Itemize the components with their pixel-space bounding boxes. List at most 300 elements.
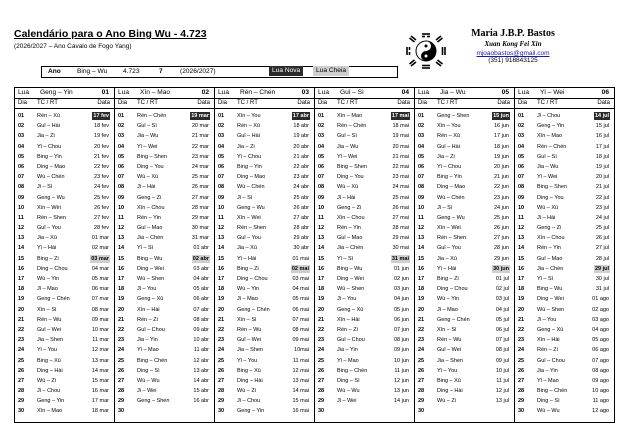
gregorian-date: 23 jul: [595, 204, 609, 211]
table-row: [315, 131, 414, 141]
day-number: 04: [318, 143, 325, 150]
column-header-data: Data: [597, 100, 610, 106]
gregorian-date: 05 jul: [495, 316, 509, 323]
day-number: 18: [218, 286, 225, 293]
stem-branch: Bing – Yin: [237, 163, 262, 170]
gregorian-date: 09 abr: [193, 326, 209, 333]
day-number: 24: [18, 347, 25, 354]
stem-branch: Yǐ – Chou: [237, 153, 262, 160]
day-number: 20: [318, 306, 325, 313]
table-row: [15, 335, 114, 345]
day-number: 22: [18, 326, 25, 333]
gregorian-date: 22 jul: [595, 194, 609, 201]
day-number: 11: [518, 214, 524, 221]
day-number: 08: [218, 184, 225, 191]
stem-branch: Jǐ – Chou: [237, 398, 261, 405]
stem-branch: Bing – Shen: [537, 184, 567, 191]
table-row: [115, 193, 214, 203]
stem-branch: Wù – Shen: [537, 306, 565, 313]
stem-branch: Rén – Zi: [537, 347, 558, 354]
stem-branch: Ding – You: [337, 174, 364, 181]
gregorian-date: 02 jul: [495, 286, 509, 293]
stem-branch: Yǐ – Wei: [337, 153, 358, 160]
gregorian-date: 09 mai: [292, 337, 309, 344]
table-row: [15, 264, 114, 274]
stem-branch: Xīn – Hài: [137, 306, 160, 313]
day-number: 18: [518, 286, 525, 293]
day-number: 24: [118, 347, 125, 354]
table-row: [315, 386, 414, 396]
gregorian-date: 29 mai: [392, 235, 409, 242]
month-column: [515, 88, 614, 422]
day-number: 11: [118, 214, 124, 221]
stem-branch: Guǐ – Sì: [137, 123, 157, 130]
table-row: [415, 396, 514, 406]
day-number: 23: [318, 337, 325, 344]
day-number: 21: [118, 316, 125, 323]
table-row: [215, 233, 314, 243]
day-number: 30: [18, 408, 25, 415]
table-row: [315, 294, 414, 304]
gregorian-date: 28 mar: [191, 204, 209, 211]
day-number: 13: [418, 235, 425, 242]
day-number: 21: [518, 316, 525, 323]
stem-branch: Rén – Shen: [237, 225, 267, 232]
table-row: [315, 193, 414, 203]
table-row: [215, 264, 314, 274]
day-number: 06: [318, 163, 325, 170]
stem-branch: Jia – Zi: [437, 153, 455, 160]
stem-branch: Wù – Chén: [37, 174, 65, 181]
day-number: 10: [418, 204, 425, 211]
table-row: [215, 131, 314, 141]
table-row: [415, 182, 514, 192]
stem-branch: Bing – Shen: [337, 163, 367, 170]
day-number: 28: [418, 388, 425, 395]
day-number: 11: [218, 214, 224, 221]
column-header-dia: Dia: [418, 100, 428, 106]
gregorian-date: 13 jun: [394, 388, 409, 395]
month-lua-label: Lua: [118, 89, 130, 96]
stem-branch: Yǐ – Hài: [437, 265, 457, 272]
day-number: 26: [318, 367, 325, 374]
stem-branch: Geng – Yin: [37, 398, 65, 405]
column-header-tc: TC / RT: [537, 100, 558, 106]
gregorian-date: 06 ago: [592, 347, 609, 354]
table-row: [115, 254, 214, 264]
column-headers: [515, 99, 614, 109]
day-number: 17: [418, 276, 425, 282]
day-number: 26: [518, 367, 525, 374]
day-number: 25: [18, 357, 25, 364]
gregorian-date: 18 abr: [293, 123, 309, 130]
stem-branch: Guǐ – Mao: [537, 255, 563, 262]
gregorian-date: 07 mar: [91, 296, 109, 303]
stem-branch: Geng – Chén: [37, 296, 70, 303]
month-number: 01: [101, 89, 109, 96]
month-name: Guǐ – Sì: [340, 89, 364, 96]
month-column: [15, 88, 115, 422]
day-number: 10: [18, 204, 25, 211]
gregorian-date: 27 fev: [94, 214, 109, 221]
stem-branch: Yǐ – Hài: [37, 245, 57, 252]
table-row: [115, 111, 214, 121]
day-number: 24: [418, 347, 425, 354]
day-number: 27: [518, 377, 525, 384]
gregorian-date: 12 abr: [193, 357, 209, 364]
month-header: [315, 88, 414, 99]
gregorian-date: 27 mar: [191, 194, 209, 201]
table-row: [215, 223, 314, 233]
gregorian-date: 19 fev: [94, 133, 109, 140]
stem-branch: Rén – Shen: [437, 235, 467, 242]
day-number: 14: [418, 245, 425, 252]
table-row: [315, 243, 414, 253]
table-row: [15, 376, 114, 386]
month-number: 05: [501, 89, 509, 96]
table-row: [415, 356, 514, 366]
day-number: 19: [218, 296, 225, 303]
table-row: [515, 335, 614, 345]
gregorian-date: 01 abr: [193, 245, 209, 252]
gregorian-date: 22 mai: [392, 163, 409, 170]
day-number: 23: [418, 337, 425, 344]
gregorian-date: 07 jul: [495, 337, 509, 344]
gregorian-date: 03 abr: [193, 265, 209, 272]
table-row: [315, 406, 414, 416]
stem-branch: Ding – Chou: [237, 276, 268, 282]
stem-branch: Yǐ – Wei: [137, 143, 158, 150]
table-row: [515, 203, 614, 213]
author-email-link[interactable]: mjoaobastos@gmail.com: [476, 50, 550, 57]
stem-branch: Ding – Sì: [337, 377, 360, 384]
table-row: [515, 233, 614, 243]
stem-branch: Guǐ – Wei: [37, 326, 62, 333]
day-number: 25: [318, 357, 325, 364]
gregorian-date: 06 mar: [91, 286, 109, 293]
day-number: 18: [318, 286, 325, 293]
day-number: 07: [118, 174, 125, 181]
table-row: [215, 335, 314, 345]
table-row: [515, 121, 614, 131]
table-row: [215, 172, 314, 182]
day-number: 18: [418, 286, 425, 293]
stem-branch: Geng – Shen: [137, 398, 170, 405]
gregorian-date: 06 mai: [292, 306, 309, 313]
column-header-dia: Dia: [118, 100, 128, 106]
month-number: 02: [201, 89, 209, 96]
day-number: 05: [318, 153, 325, 160]
day-number: 18: [18, 286, 25, 293]
day-number: 14: [118, 245, 125, 252]
stem-branch: Jǐ – You: [537, 316, 557, 323]
month-header: [15, 88, 114, 99]
stem-branch: Rén – Yin: [137, 214, 161, 221]
day-number: 01: [318, 113, 325, 119]
legend-new-moon: Lua Nova: [269, 66, 303, 76]
table-row: [315, 264, 414, 274]
gregorian-date: 17 jul: [595, 143, 609, 150]
table-row: [15, 152, 114, 162]
stem-branch: Geng – Chén: [237, 306, 270, 313]
day-number: 01: [218, 113, 225, 119]
day-number: 25: [418, 357, 425, 364]
table-row: [215, 121, 314, 131]
table-row: [115, 243, 214, 253]
stem-branch: Jia – Chén: [137, 235, 164, 242]
day-number: 27: [18, 377, 25, 384]
gregorian-date: 10 abr: [193, 337, 209, 344]
gregorian-date: 09 ago: [592, 377, 609, 384]
day-number: 11: [418, 214, 424, 221]
day-number: 10: [518, 204, 525, 211]
stem-branch: Yǐ – You: [237, 357, 258, 364]
day-number: 20: [118, 306, 125, 313]
table-row: [15, 111, 114, 121]
gregorian-date: 13 mai: [292, 377, 309, 384]
gregorian-date: 05 ago: [592, 337, 609, 344]
table-row: [115, 315, 214, 325]
stem-branch: Jia – Shen: [237, 347, 263, 354]
stem-branch: Jia – Shen: [437, 357, 463, 364]
table-row: [415, 366, 514, 376]
gregorian-date: 16 mar: [91, 388, 109, 395]
day-number: 03: [18, 133, 25, 140]
day-number: 03: [118, 133, 125, 140]
table-row: [515, 406, 614, 416]
gregorian-date: 04 jul: [495, 306, 509, 313]
stem-branch: Ding – Wei: [537, 296, 564, 303]
day-number: 21: [318, 316, 325, 323]
day-number: 10: [218, 204, 225, 211]
table-row: [15, 131, 114, 141]
stem-branch: Ding – You: [537, 194, 564, 201]
stem-branch: Jǐ – Wei: [137, 388, 157, 395]
stem-branch: Guǐ – Sì: [537, 153, 557, 160]
stem-branch: Bing – Yin: [37, 153, 62, 160]
day-number: 16: [218, 265, 225, 272]
day-number: 17: [18, 276, 25, 282]
table-row: [15, 162, 114, 172]
day-number: 06: [118, 163, 125, 170]
table-row: [115, 345, 214, 355]
table-row: [215, 406, 314, 416]
gregorian-date: 05 mar: [91, 276, 109, 282]
stem-branch: Jia – Xū: [437, 255, 457, 262]
table-row: [415, 335, 514, 345]
page-title: Calendário para o Ano Bing Wu - 4.723: [14, 28, 207, 40]
table-row: [515, 182, 614, 192]
stem-branch: Xīn – You: [437, 123, 461, 130]
month-column: [115, 88, 215, 422]
stem-branch: Bing – Xū: [237, 367, 261, 374]
gregorian-date: 30 mai: [392, 245, 409, 252]
table-row: [15, 315, 114, 325]
stem-branch: Bing – Xū: [37, 357, 61, 364]
day-number: 23: [218, 337, 225, 344]
day-number: 14: [218, 245, 225, 252]
day-number: 08: [118, 184, 125, 191]
gregorian-date: 17 fev: [93, 113, 109, 119]
table-row: [15, 305, 114, 315]
day-number: 22: [418, 326, 425, 333]
gregorian-date: 24 fev: [94, 184, 109, 191]
gregorian-date: 19 mar: [191, 113, 209, 119]
gregorian-date: 05 abr: [193, 286, 209, 293]
day-number: 12: [518, 225, 525, 232]
gregorian-date: 29 mar: [191, 214, 209, 221]
table-row: [115, 172, 214, 182]
gregorian-date: 26 mar: [191, 184, 209, 191]
day-number: 25: [518, 357, 525, 364]
column-header-tc: TC / RT: [437, 100, 458, 106]
day-number: 24: [518, 347, 525, 354]
day-number: 01: [18, 113, 25, 119]
table-row: [415, 315, 514, 325]
table-row: [215, 325, 314, 335]
stem-branch: Geng – Xū: [137, 296, 164, 303]
gregorian-date: 01 ago: [592, 296, 609, 303]
day-number: 22: [218, 326, 225, 333]
table-row: [215, 356, 314, 366]
stem-branch: Jia – Wu: [137, 133, 159, 140]
month-lua-label: Lua: [418, 89, 430, 96]
gregorian-date: 21 abr: [293, 153, 309, 160]
stem-branch: Rén – Shen: [37, 214, 67, 221]
table-row: [315, 213, 414, 223]
year-range: (2026/2027): [180, 68, 216, 75]
table-row: [415, 131, 514, 141]
legend-full-moon: Lua Cheia: [313, 66, 349, 76]
gregorian-date: 06 abr: [193, 296, 209, 303]
table-row: [215, 305, 314, 315]
stem-branch: Ding – Wei: [137, 265, 164, 272]
stem-branch: Rén – Chén: [337, 123, 367, 130]
table-row: [415, 203, 514, 213]
table-row: [15, 254, 114, 264]
stem-branch: Jia – Xū: [37, 235, 57, 242]
day-number: 11: [18, 214, 24, 221]
gregorian-date: 04 mar: [91, 265, 109, 272]
gregorian-date: 18 jul: [595, 153, 609, 160]
day-number: 16: [18, 265, 25, 272]
day-number: 05: [118, 153, 125, 160]
table-row: [15, 325, 114, 335]
column-header-data: Data: [97, 100, 110, 106]
table-row: [415, 121, 514, 131]
gregorian-date: 08 ago: [592, 367, 609, 374]
table-row: [115, 223, 214, 233]
table-row: [15, 284, 114, 294]
table-row: [515, 396, 614, 406]
stem-branch: Bing – Shen: [137, 153, 167, 160]
gregorian-date: 15 jun: [493, 113, 509, 119]
stem-branch: Geng – Yin: [237, 408, 265, 415]
stem-branch: Yǐ – Mao: [537, 377, 559, 384]
day-number: 27: [418, 377, 425, 384]
table-row: [115, 386, 214, 396]
day-number: 08: [418, 184, 425, 191]
stem-branch: Geng – Chén: [437, 316, 470, 323]
table-row: [15, 356, 114, 366]
month-column: [415, 88, 515, 422]
stem-branch: Rén – Xū: [37, 113, 60, 119]
day-number: 27: [218, 377, 225, 384]
day-number: 13: [218, 235, 225, 242]
day-number: 14: [518, 245, 525, 252]
gregorian-date: 26 jul: [595, 235, 609, 242]
column-header-tc: TC / RT: [337, 100, 358, 106]
table-row: [315, 111, 414, 121]
table-row: [315, 325, 414, 335]
stem-branch: Ding – Hài: [237, 377, 263, 384]
table-row: [515, 213, 614, 223]
stem-branch: Rén – Yin: [537, 245, 561, 252]
table-row: [15, 182, 114, 192]
column-header-dia: Dia: [518, 100, 528, 106]
table-row: [415, 233, 514, 243]
day-number: 27: [318, 377, 325, 384]
table-row: [215, 294, 314, 304]
table-row: [215, 152, 314, 162]
day-number: 04: [518, 143, 525, 150]
gregorian-date: 23 abr: [293, 174, 309, 181]
day-number: 09: [318, 194, 325, 201]
day-number: 05: [418, 153, 425, 160]
gregorian-date: 13 mar: [91, 357, 109, 364]
author-name: Maria J.B.P. Bastos: [471, 28, 555, 39]
stem-branch: Jǐ – Sì: [437, 204, 453, 211]
day-number: 21: [218, 316, 225, 323]
gregorian-date: 19 mai: [392, 133, 409, 140]
day-number: 12: [118, 225, 125, 232]
table-row: [115, 233, 214, 243]
stem-branch: Bing – Chén: [337, 367, 368, 374]
day-number: 02: [418, 123, 425, 130]
table-row: [15, 142, 114, 152]
month-number: 04: [401, 89, 409, 96]
gregorian-date: 18 fev: [94, 123, 109, 130]
table-row: [515, 366, 614, 376]
gregorian-date: 08 jul: [495, 347, 509, 354]
day-number: 28: [218, 388, 225, 395]
table-row: [115, 284, 214, 294]
table-row: [15, 121, 114, 131]
stem-branch: Bing – Zi: [437, 276, 459, 282]
table-row: [415, 264, 514, 274]
day-number: 15: [518, 255, 525, 262]
day-number: 10: [118, 204, 125, 211]
yin-yang-bagua-icon: [405, 31, 447, 71]
day-number: 15: [418, 255, 425, 262]
stem-branch: Guǐ – Hài: [37, 123, 60, 130]
table-row: [215, 203, 314, 213]
month-name: Geng – Yin: [40, 89, 73, 96]
table-row: [515, 131, 614, 141]
day-number: 06: [518, 163, 525, 170]
gregorian-date: 02 abr: [192, 255, 209, 262]
gregorian-date: 27 jul: [595, 245, 609, 252]
year-pillar: Bing – Wu: [77, 68, 108, 75]
gregorian-date: 03 jun: [394, 286, 409, 293]
stem-branch: Ding – Chou: [37, 265, 68, 272]
gregorian-date: 24 abr: [293, 184, 309, 191]
stem-branch: Rén – Zi: [137, 316, 158, 323]
stem-branch: Jǐ – Sì: [37, 184, 53, 191]
column-header-tc: TC / RT: [37, 100, 58, 106]
gregorian-date: 30 jul: [595, 276, 609, 282]
stem-branch: Wù – Chén: [237, 184, 265, 191]
